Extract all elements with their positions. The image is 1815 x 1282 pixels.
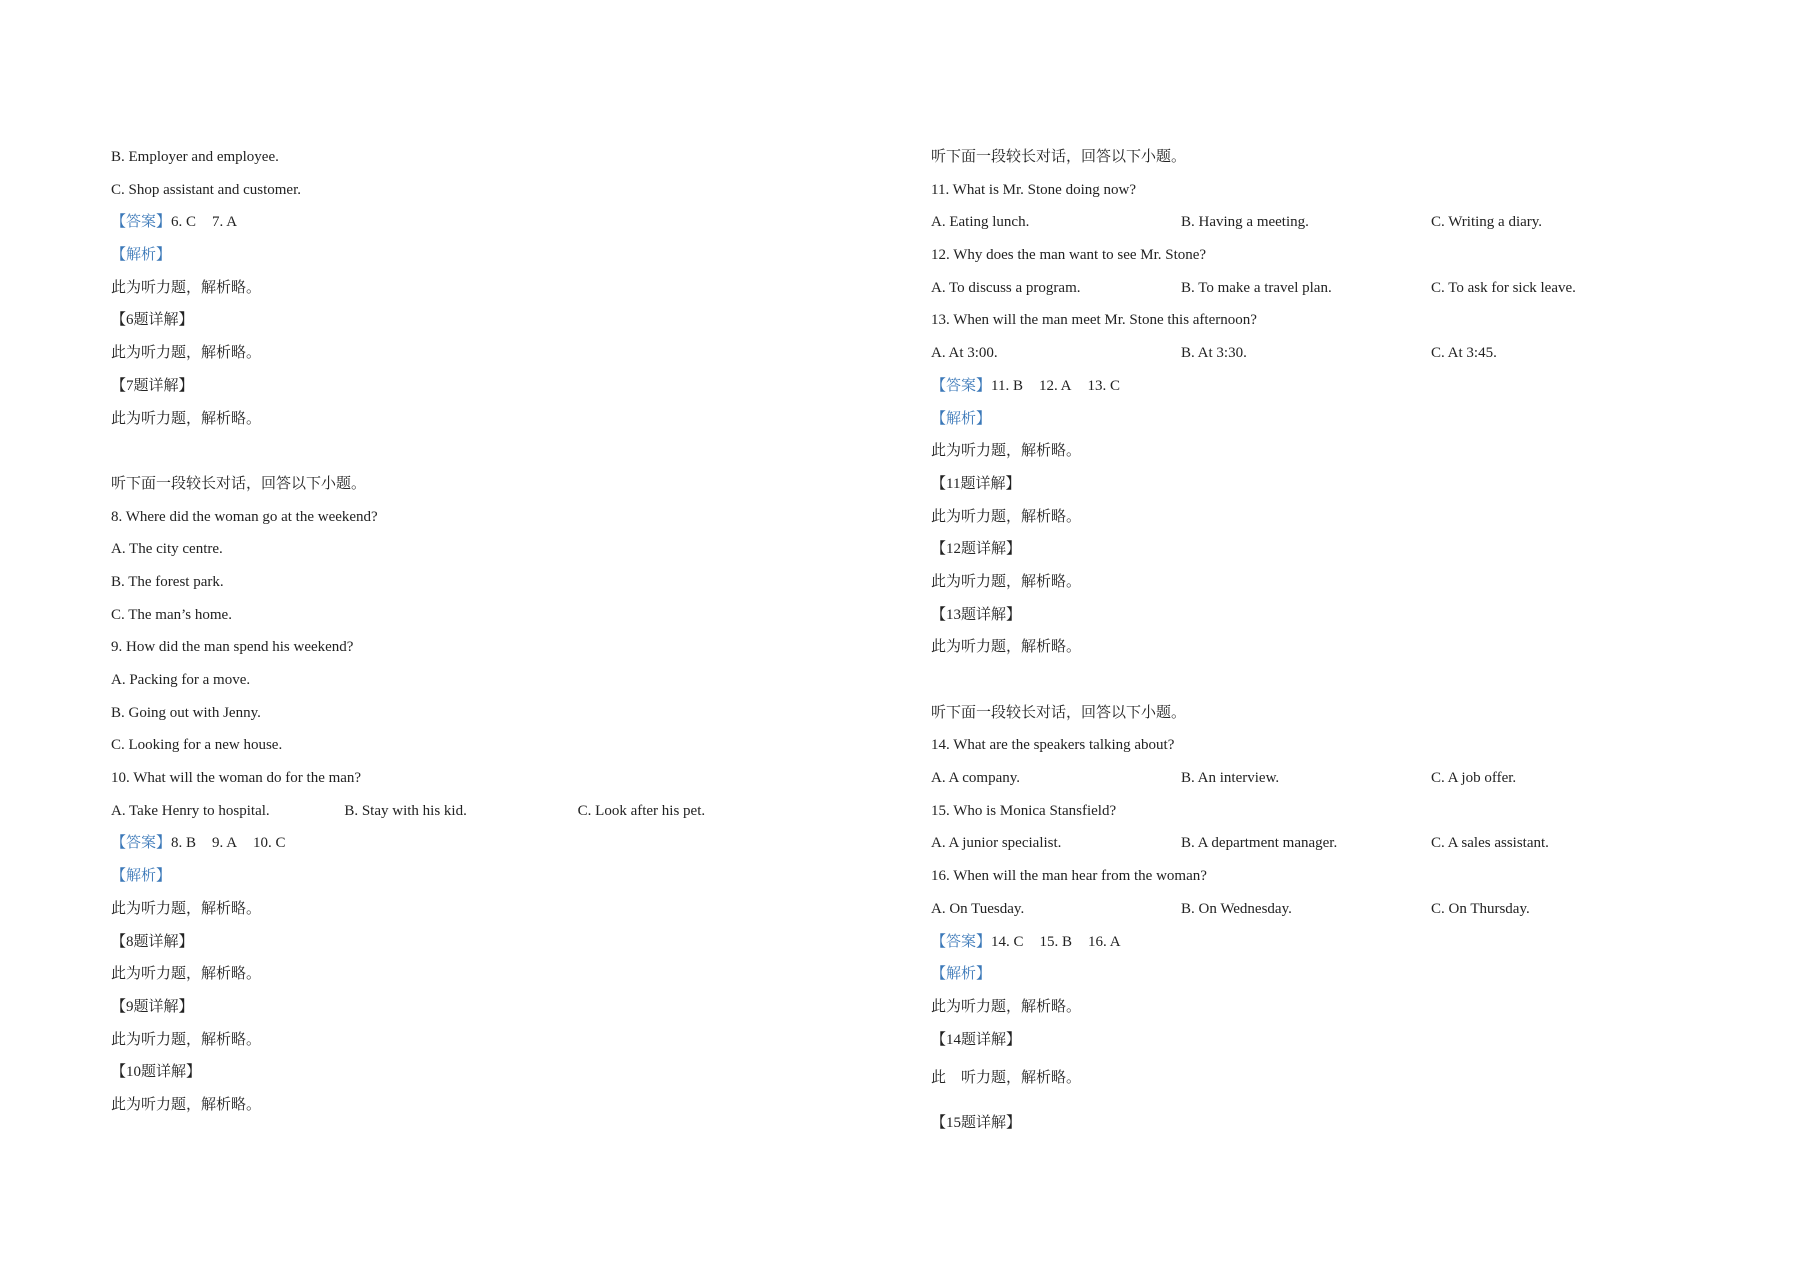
option-text: B. An interview. bbox=[1181, 770, 1280, 787]
option-text: C. A sales assistant. bbox=[1431, 835, 1549, 852]
detail-title: 【13题详解】 bbox=[931, 606, 1022, 623]
answer-item: 8. B bbox=[171, 835, 197, 852]
option-text: C. At 3:45. bbox=[1431, 345, 1497, 362]
option-text: C. Looking for a new house. bbox=[111, 737, 283, 754]
answer-line bbox=[111, 827, 811, 860]
option-text: C. A job offer. bbox=[1431, 770, 1517, 787]
question-stem: 16. When will the man hear from the woman? bbox=[931, 868, 1207, 885]
option-text: B. Employer and employee. bbox=[111, 149, 279, 165]
section-intro: 听下面一段较长对话，回答以下小题。 bbox=[931, 149, 1187, 165]
option-row bbox=[931, 337, 1791, 370]
analysis-text: 此为听力题，解析略。 bbox=[931, 998, 1082, 1015]
option-text: A. The city centre. bbox=[111, 541, 223, 558]
option-text: C. On Thursday. bbox=[1431, 900, 1530, 917]
question-stem: 12. Why does the man want to see Mr. Stone? bbox=[931, 247, 1207, 264]
option-text: B. Having a meeting. bbox=[1181, 214, 1309, 231]
question-stem: 11. What is Mr. Stone doing now? bbox=[931, 181, 1136, 198]
detail-text: 此为听力题，解析略。 bbox=[111, 345, 262, 362]
analysis-tag: 【解析】 bbox=[111, 868, 172, 885]
answer-tag: 【答案】 bbox=[111, 214, 172, 231]
question-stem: 9. How did the man spend his weekend? bbox=[111, 639, 354, 656]
option-text: C. Look after his pet. bbox=[577, 802, 706, 819]
question-stem: 8. Where did the woman go at the weekend? bbox=[111, 508, 378, 525]
answer-item: 10. C bbox=[253, 835, 286, 852]
detail-title: 【12题详解】 bbox=[931, 541, 1022, 558]
option-text: A. A junior specialist. bbox=[931, 835, 1062, 852]
section-intro: 听下面一段较长对话，回答以下小题。 bbox=[111, 475, 367, 492]
option-text: A. To discuss a program. bbox=[931, 279, 1081, 296]
option-text: C. To ask for sick leave. bbox=[1431, 279, 1576, 296]
answer-line bbox=[931, 926, 1791, 959]
analysis-text: 此为听力题，解析略。 bbox=[931, 443, 1082, 460]
answer-item: 7. A bbox=[212, 214, 238, 231]
answer-line bbox=[931, 370, 1791, 403]
option-text: A. On Tuesday. bbox=[931, 900, 1025, 917]
analysis-tag: 【解析】 bbox=[111, 247, 172, 264]
answer-item: 9. A bbox=[212, 835, 238, 852]
option-text: B. Stay with his kid. bbox=[344, 802, 467, 819]
question-stem: 15. Who is Monica Stansfield? bbox=[931, 802, 1117, 819]
detail-title: 【6题详解】 bbox=[111, 312, 194, 329]
option-text: C. The man’s home. bbox=[111, 606, 232, 623]
detail-text: 此为听力题，解析略。 bbox=[931, 573, 1082, 590]
detail-text: 此为听力题，解析略。 bbox=[931, 508, 1082, 525]
section-intro: 听下面一段较长对话，回答以下小题。 bbox=[931, 704, 1187, 721]
detail-title: 【11题详解】 bbox=[931, 475, 1021, 492]
option-text: A. Take Henry to hospital. bbox=[111, 802, 270, 819]
analysis-text: 此为听力题，解析略。 bbox=[111, 900, 262, 917]
option-row bbox=[931, 762, 1791, 795]
detail-text: 此为听力题，解析略。 bbox=[111, 1096, 262, 1113]
detail-text: 此为听力题，解析略。 bbox=[111, 966, 262, 983]
detail-text: 此为听力题，解析略。 bbox=[111, 1031, 262, 1048]
detail-title: 【14题详解】 bbox=[931, 1031, 1022, 1048]
detail-text: 此为听力题，解析略。 bbox=[931, 639, 1082, 656]
answer-tag: 【答案】 bbox=[931, 933, 992, 950]
option-text: C. Writing a diary. bbox=[1431, 214, 1543, 231]
answer-line bbox=[111, 206, 811, 239]
answer-item: 16. A bbox=[1088, 933, 1121, 950]
question-stem: 14. What are the speakers talking about? bbox=[931, 737, 1175, 754]
answer-item: 13. C bbox=[1087, 377, 1120, 394]
detail-text: 此 听力题，解析略。 bbox=[931, 1070, 1082, 1087]
analysis-tag: 【解析】 bbox=[931, 966, 992, 983]
option-row bbox=[931, 206, 1791, 239]
option-text: A. A company. bbox=[931, 770, 1021, 787]
option-text: C. Shop assistant and customer. bbox=[111, 181, 301, 198]
answer-tag: 【答案】 bbox=[931, 377, 992, 394]
detail-title: 【10题详解】 bbox=[111, 1064, 202, 1081]
option-row bbox=[931, 893, 1791, 926]
option-text: B. Going out with Jenny. bbox=[111, 704, 261, 721]
option-row bbox=[931, 827, 1791, 860]
analysis-text: 此为听力题，解析略。 bbox=[111, 279, 262, 296]
option-text: B. On Wednesday. bbox=[1181, 900, 1292, 917]
option-row bbox=[111, 795, 811, 828]
option-row bbox=[931, 272, 1791, 305]
question-stem: 10. What will the woman do for the man? bbox=[111, 770, 362, 787]
answer-item: 12. A bbox=[1038, 377, 1072, 394]
option-text: B. To make a travel plan. bbox=[1181, 279, 1332, 296]
detail-title: 【7题详解】 bbox=[111, 377, 194, 394]
option-text: A. At 3:00. bbox=[931, 345, 998, 362]
option-text: B. A department manager. bbox=[1181, 835, 1338, 852]
question-stem: 13. When will the man meet Mr. Stone this afternoon? bbox=[931, 312, 1257, 329]
right-column bbox=[931, 141, 1791, 1146]
analysis-tag: 【解析】 bbox=[931, 410, 992, 427]
detail-text: 此为听力题，解析略。 bbox=[111, 410, 262, 427]
answer-item: 11. B bbox=[991, 377, 1023, 394]
option-text: A. Eating lunch. bbox=[931, 214, 1030, 231]
detail-title: 【15题详解】 bbox=[931, 1115, 1022, 1132]
detail-title: 【9题详解】 bbox=[111, 998, 194, 1015]
option-text: B. At 3:30. bbox=[1181, 345, 1247, 362]
option-text: B. The forest park. bbox=[111, 573, 224, 590]
left-column bbox=[111, 141, 811, 1122]
answer-item: 15. B bbox=[1039, 933, 1073, 950]
answer-item: 6. C bbox=[171, 214, 197, 231]
answer-tag: 【答案】 bbox=[111, 835, 172, 852]
option-text: A. Packing for a move. bbox=[111, 672, 251, 688]
answer-item: 14. C bbox=[991, 933, 1024, 950]
detail-title: 【8题详解】 bbox=[111, 933, 194, 950]
